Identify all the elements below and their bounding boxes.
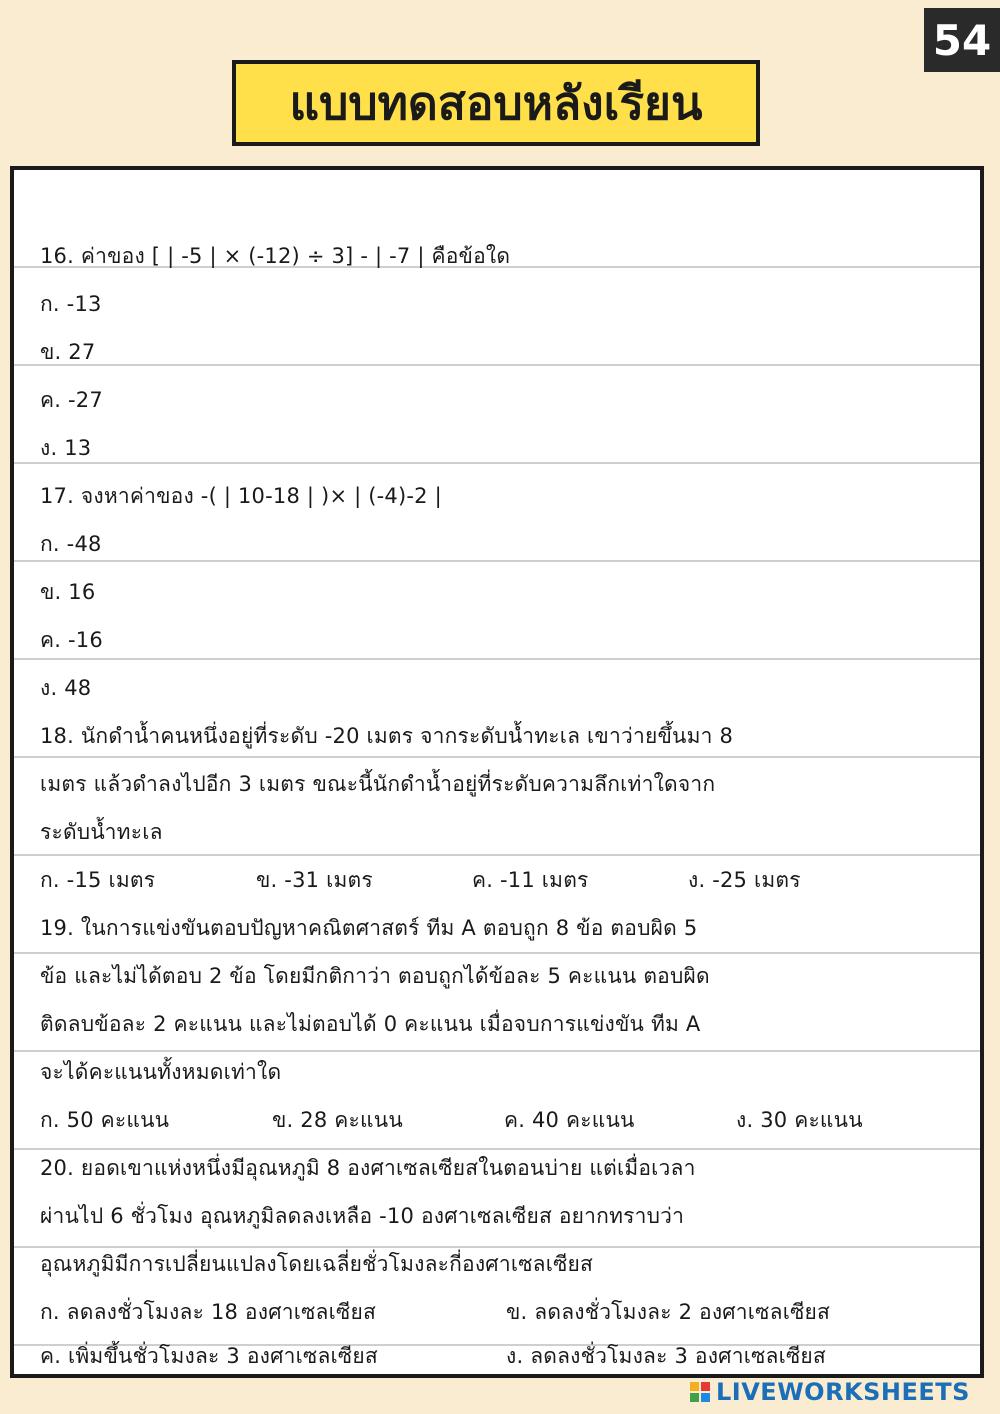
q20-options-row-2 (40, 1332, 972, 1380)
page-number: 54 (924, 8, 1000, 72)
q20-options-row-1 (40, 1288, 972, 1336)
question-18-line-2: เมตร แล้วดำลงไปอีก 3 เมตร ขณะนี้นักดำน้ำอยู่ที่ระดับความลึกเท่าใดจาก (40, 771, 716, 796)
q19-option-c[interactable]: ค. 40 คะแนน (504, 1107, 635, 1132)
q16-option-a[interactable]: ก. -13 (40, 291, 102, 316)
q18-options (40, 856, 972, 904)
question-16: 16. ค่าของ [ | -5 | × (-12) ÷ 3] - | -7 | คือข้อใด (40, 243, 511, 268)
question-19-line-4: จะได้คะแนนทั้งหมดเท่าใด (40, 1059, 282, 1084)
q18-option-c[interactable]: ค. -11 เมตร (472, 867, 589, 892)
liveworksheets-logo (690, 1378, 970, 1406)
q19-options (40, 1096, 972, 1144)
question-18-line-1: 18. นักดำน้ำคนหนึ่งอยู่ที่ระดับ -20 เมตร จากระดับน้ำทะเล เขาว่ายขึ้นมา 8 (40, 723, 734, 748)
liveworksheets-mark-icon (690, 1382, 710, 1402)
question-17: 17. จงหาค่าของ -( | 10-18 | )× | (-4)-2 | (40, 483, 442, 508)
q19-option-a[interactable]: ก. 50 คะแนน (40, 1107, 170, 1132)
q19-option-d[interactable]: ง. 30 คะแนน (736, 1107, 863, 1132)
page-title: แบบทดสอบหลังเรียน (232, 60, 760, 146)
question-20-line-3: อุณหภูมิมีการเปลี่ยนแปลงโดยเฉลี่ยชั่วโมงละกี่องศาเซลเซียส (40, 1251, 594, 1276)
q17-option-c[interactable]: ค. -16 (40, 627, 103, 652)
worksheet-paper (10, 166, 984, 1378)
q20-option-a[interactable]: ก. ลดลงชั่วโมงละ 18 องศาเซลเซียส (40, 1299, 376, 1324)
q19-option-b[interactable]: ข. 28 คะแนน (272, 1107, 403, 1132)
question-19-line-3: ติดลบข้อละ 2 คะแนน และไม่ตอบได้ 0 คะแนน เมื่อจบการแข่งขัน ทีม A (40, 1011, 701, 1036)
q20-option-b[interactable]: ข. ลดลงชั่วโมงละ 2 องศาเซลเซียส (506, 1299, 831, 1324)
q16-option-d[interactable]: ง. 13 (40, 435, 92, 460)
q17-option-a[interactable]: ก. -48 (40, 531, 102, 556)
q16-option-c[interactable]: ค. -27 (40, 387, 103, 412)
question-19-line-1: 19. ในการแข่งขันตอบปัญหาคณิตศาสตร์ ทีม A ตอบถูก 8 ข้อ ตอบผิด 5 (40, 915, 698, 940)
q20-option-d[interactable]: ง. ลดลงชั่วโมงละ 3 องศาเซลเซียส (506, 1343, 826, 1368)
question-20-line-1: 20. ยอดเขาแห่งหนึ่งมีอุณหภูมิ 8 องศาเซลเซียสในตอนบ่าย แต่เมื่อเวลา (40, 1155, 696, 1180)
q16-option-b[interactable]: ข. 27 (40, 339, 96, 364)
q17-option-d[interactable]: ง. 48 (40, 675, 92, 700)
question-19-line-2: ข้อ และไม่ได้ตอบ 2 ข้อ โดยมีกติกาว่า ตอบถูกได้ข้อละ 5 คะแนน ตอบผิด (40, 963, 710, 988)
q17-option-b[interactable]: ข. 16 (40, 579, 96, 604)
q18-option-b[interactable]: ข. -31 เมตร (256, 867, 373, 892)
question-18-line-3: ระดับน้ำทะเล (40, 819, 163, 844)
q18-option-d[interactable]: ง. -25 เมตร (688, 867, 801, 892)
q18-option-a[interactable]: ก. -15 เมตร (40, 867, 156, 892)
question-20-line-2: ผ่านไป 6 ชั่วโมง อุณหภูมิลดลงเหลือ -10 องศาเซลเซียส อยากทราบว่า (40, 1203, 685, 1228)
q20-option-c[interactable]: ค. เพิ่มขึ้นชั่วโมงละ 3 องศาเซลเซียส (40, 1343, 378, 1368)
liveworksheets-wordmark: LIVEWORKSHEETS (716, 1378, 970, 1406)
